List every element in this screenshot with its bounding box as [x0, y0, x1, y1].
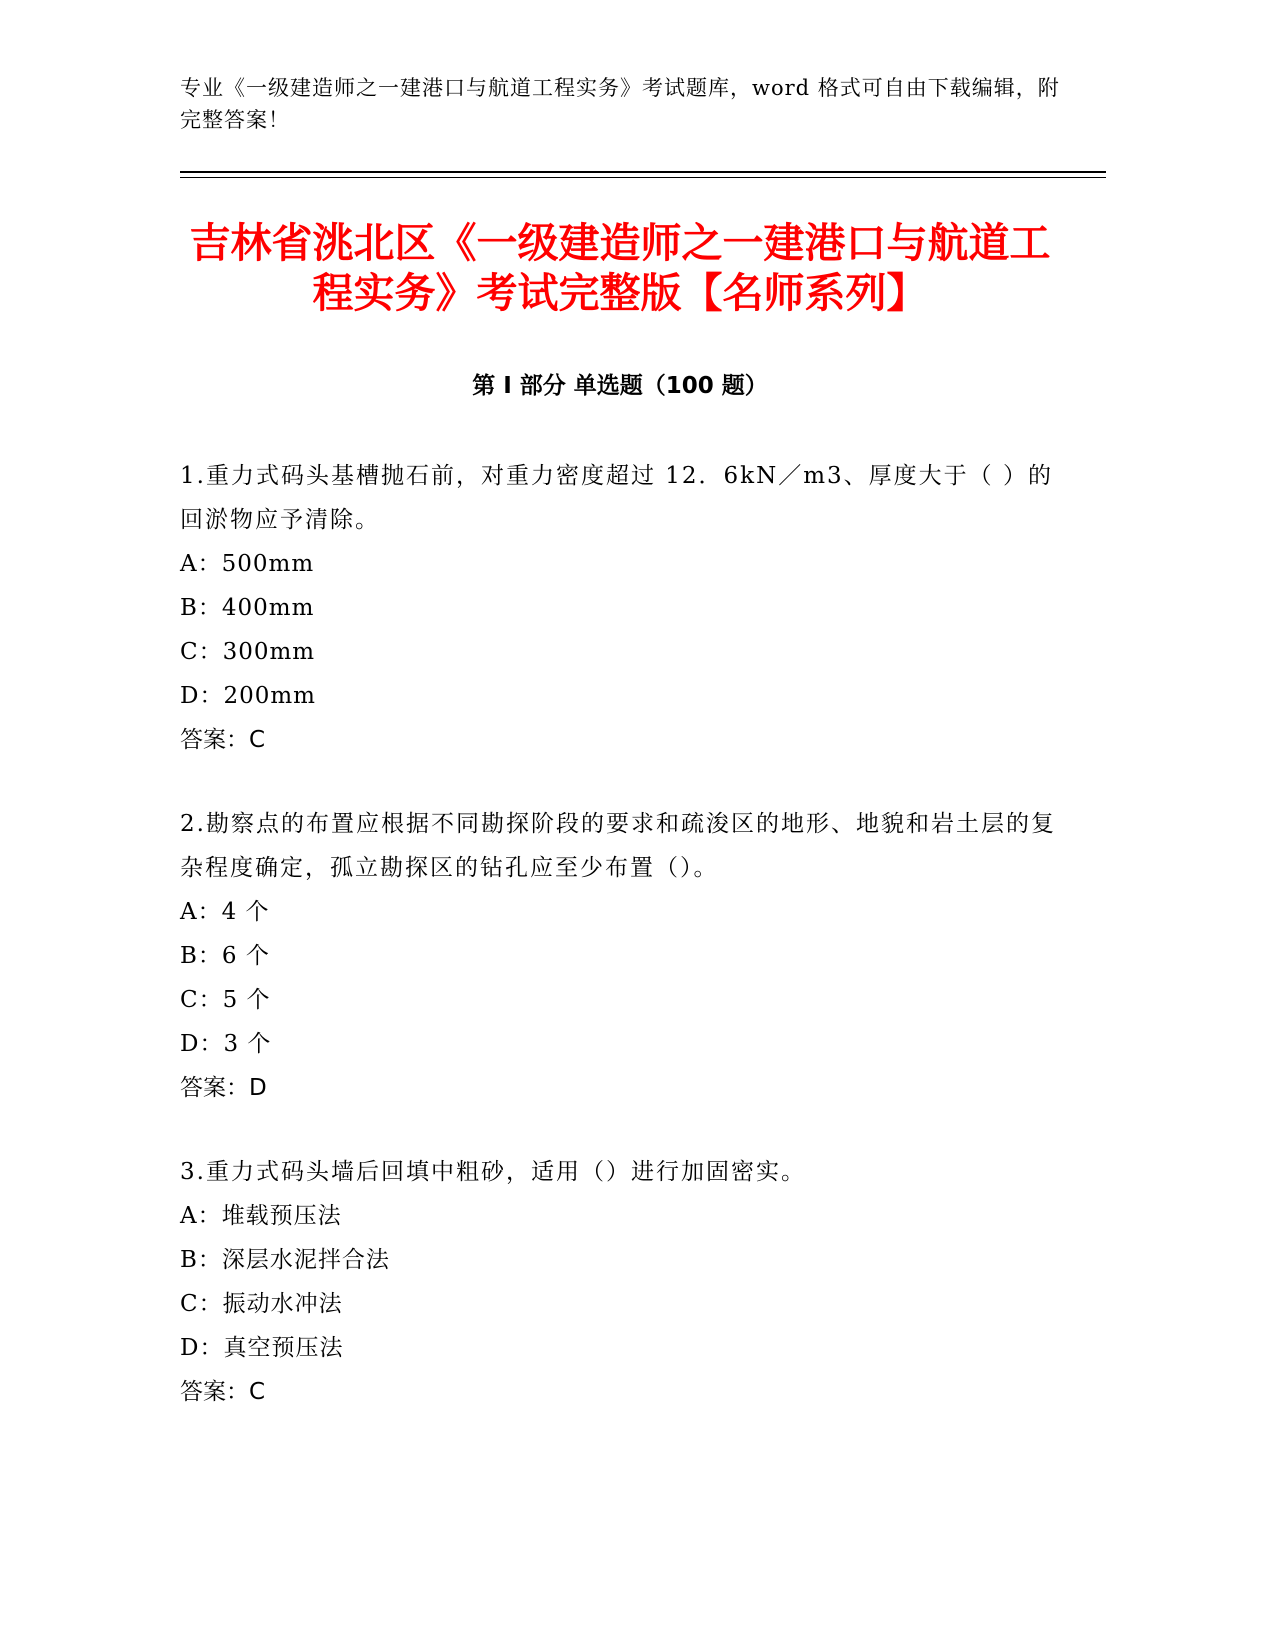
option-c: C：振动水冲法 [180, 1291, 343, 1317]
answer: 答案：C [180, 1379, 266, 1405]
question-stem: 1.重力式码头基槽抛石前，对重力密度超过 12．6kN／m3、厚度大于（ ）的回淤物应予清除。 [180, 463, 1053, 533]
question-stem: 3.重力式码头墙后回填中粗砂，适用（）进行加固密实。 [180, 1159, 806, 1185]
option-b: B：6 个 [180, 943, 270, 969]
header-note: 专业《一级建造师之一建港口与航道工程实务》考试题库，word 格式可自由下载编辑，附完整答案！ [180, 76, 1060, 132]
header-divider-thin [180, 177, 1106, 178]
question-stem: 2.勘察点的布置应根据不同勘探阶段的要求和疏浚区的地形、地貌和岩土层的复杂程度确定，孤立勘探区的钻孔应至少布置（）。 [180, 811, 1056, 881]
section-heading: 第 I 部分 单选题（100 题） [472, 373, 768, 399]
answer: 答案：D [180, 1075, 267, 1101]
document-title: 吉林省洮北区《一级建造师之一建港口与航道工程实务》考试完整版【名师系列】 [189, 219, 1051, 317]
option-a: A：堆载预压法 [180, 1203, 342, 1229]
option-d: D：200mm [180, 683, 316, 709]
header-divider-thick [180, 171, 1106, 173]
answer: 答案：C [180, 727, 266, 753]
option-d: D：真空预压法 [180, 1335, 344, 1361]
question-1 [180, 454, 1060, 762]
question-3 [180, 1150, 1060, 1414]
option-b: B：深层水泥拌合法 [180, 1247, 390, 1273]
option-c: C：5 个 [180, 987, 271, 1013]
option-b: B：400mm [180, 595, 315, 621]
option-d: D：3 个 [180, 1031, 272, 1057]
option-a: A：500mm [180, 551, 315, 577]
question-2 [180, 802, 1060, 1110]
option-c: C：300mm [180, 639, 316, 665]
option-a: A：4 个 [180, 899, 270, 925]
